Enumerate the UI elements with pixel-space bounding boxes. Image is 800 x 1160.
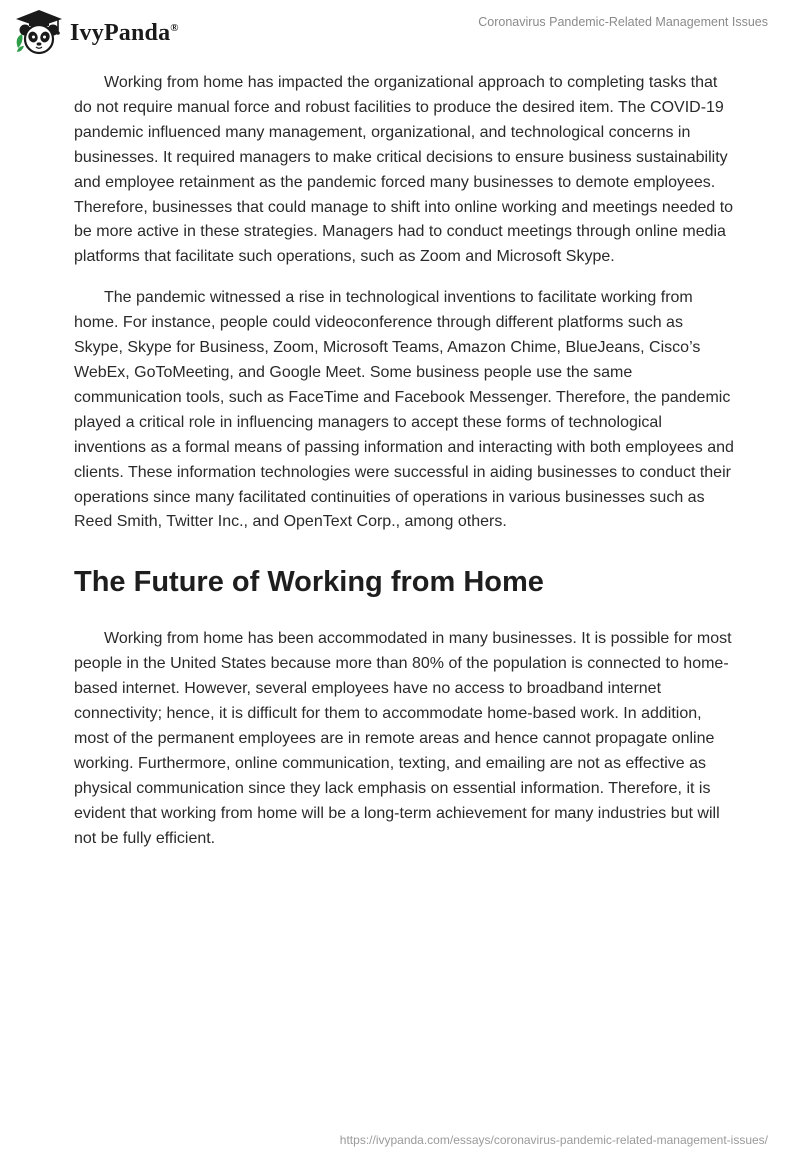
section-heading: The Future of Working from Home (74, 566, 544, 599)
body-paragraph-1: Working from home has impacted the organizational approach to completing tasks that do not require manual force and robust facilities to produce the desired item. The COVID-19 pandemic influenced many management, organizational, and technological concerns in businesses. It required managers to make critical decisions to ensure business sustainability and employee retainment as the pandemic forced many businesses to demote employees. Therefore, businesses that could manage to shift into online working and meetings needed to be more active in these strategies. Managers had to conduct meetings through online media platforms that facilitate such operations, such as Zoom and Microsoft Skype. (74, 74, 734, 266)
ivypanda-logo[interactable] (14, 8, 179, 56)
document-title: Coronavirus Pandemic-Related Management Issues (478, 15, 768, 29)
page-header (0, 0, 800, 60)
brand-name-text: IvyPanda (70, 19, 171, 46)
essay-content (74, 71, 734, 851)
panda-graduate-logo-icon (14, 8, 64, 56)
source-url[interactable]: https://ivypanda.com/essays/coronavirus-pandemic-related-management-issues/ (339, 1133, 768, 1147)
registered-mark: ® (170, 21, 179, 34)
body-paragraph-3: Working from home has been accommodated in many businesses. It is possible for most people in the United States because more than 80% of the population is connected to home-based internet. However, several employees have no access to broadband internet connectivity; hence, it is difficult for them to accommodate home-based work. In addition, most of the permanent employees are in remote areas and hence cannot propagate online working. Furthermore, online communication, texting, and emailing are not as effective as physical communication since they lack emphasis on essential information. Therefore, it is evident that working from home will be a long-term achievement for many industries but will not be fully efficient. (74, 630, 732, 847)
body-paragraph-2: The pandemic witnessed a rise in technological inventions to facilitate working from home. For instance, people could videoconference through different platforms such as Skype, Skype for Business, Zoom, Microsoft Teams, Amazon Chime, BlueJeans, Cisco’s WebEx, GoToMeeting, and Google Meet. Some business people use the same communication tools, such as FaceTime and Facebook Messenger. Therefore, the pandemic played a critical role in influencing managers to accept these forms of technological inventions as a formal means of passing information and interacting with both employees and clients. These information technologies were successful in aiding businesses to conduct their operations since many facilitated continuities of operations in various businesses such as Reed Smith, Twitter Inc., and OpenText Corp., among others. (74, 289, 734, 531)
brand-name (70, 20, 179, 47)
